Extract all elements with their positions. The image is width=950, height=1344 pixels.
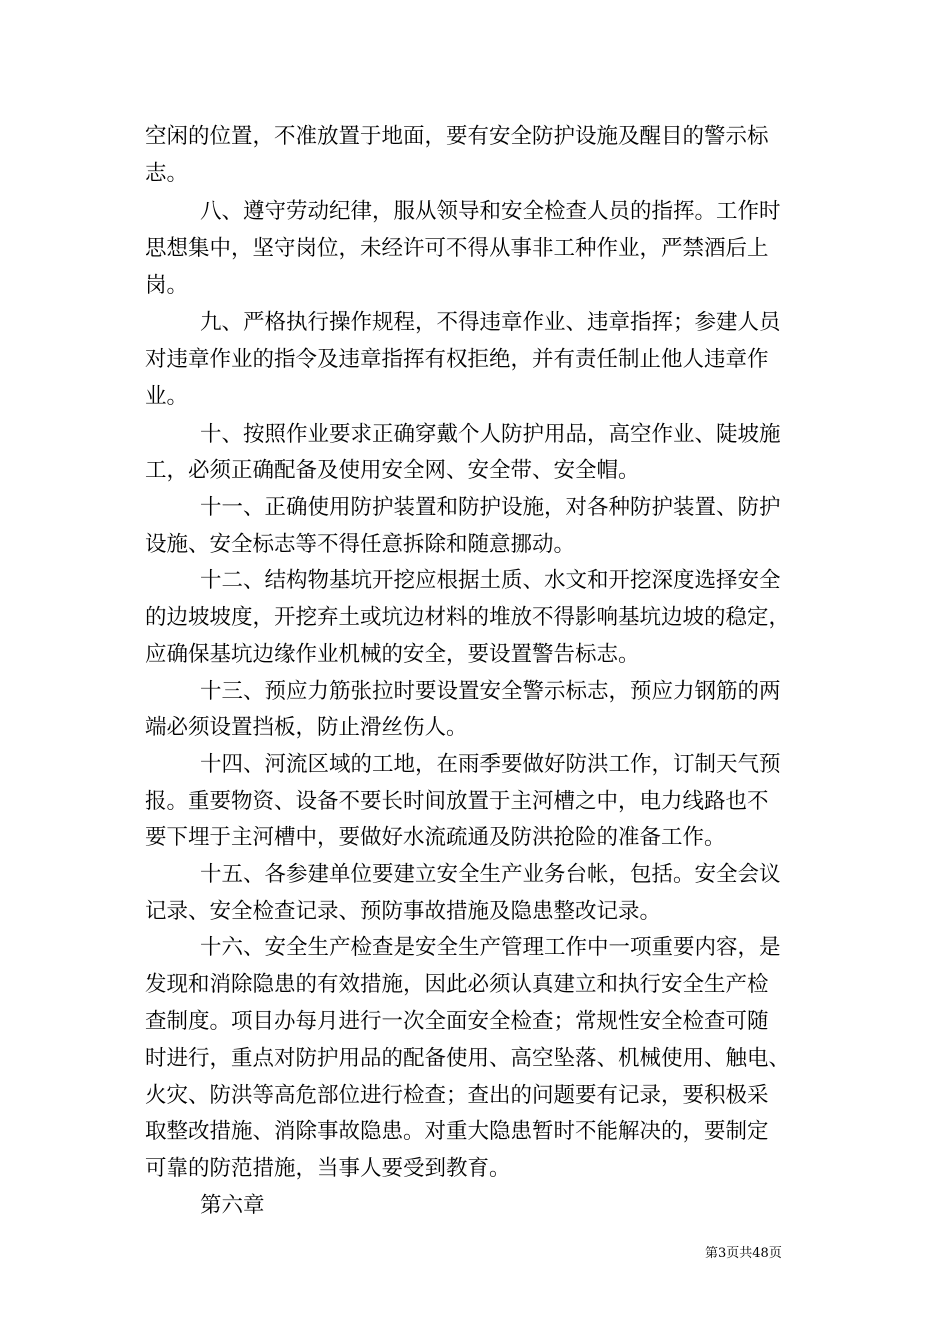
text-line: 志。 bbox=[145, 161, 189, 186]
text-line: 设施、安全标志等不得任意拆除和随意挪动。 bbox=[145, 532, 576, 557]
text-line: 八、遵守劳动纪律，服从领导和安全检查人员的指挥。工作时 bbox=[200, 199, 781, 224]
text-line: 业。 bbox=[145, 384, 189, 409]
text-line: 十四、河流区域的工地，在雨季要做好防洪工作，订制天气预 bbox=[200, 752, 781, 777]
chapter-heading: 第六章 bbox=[200, 1193, 265, 1218]
text-line: 的边坡坡度，开挖弃土或坑边材料的堆放不得影响基坑边坡的稳定， bbox=[145, 605, 791, 630]
text-line: 查制度。项目办每月进行一次全面安全检查；常规性安全检查可随 bbox=[145, 1009, 769, 1034]
text-line: 十六、安全生产检查是安全生产管理工作中一项重要内容，是 bbox=[200, 935, 781, 960]
text-line: 记录、安全检查记录、预防事故措施及隐患整改记录。 bbox=[145, 899, 662, 924]
text-line: 十五、各参建单位要建立安全生产业务台帐，包括。安全会议 bbox=[200, 862, 781, 887]
text-line: 要下埋于主河槽中，要做好水流疏通及防洪抢险的准备工作。 bbox=[145, 825, 726, 850]
text-line: 岗。 bbox=[145, 273, 189, 298]
text-line: 十三、预应力筋张拉时要设置安全警示标志，预应力钢筋的两 bbox=[200, 679, 781, 704]
text-line: 应确保基坑边缘作业机械的安全，要设置警告标志。 bbox=[145, 642, 640, 667]
text-line: 发现和消除隐患的有效措施，因此必须认真建立和执行安全生产检 bbox=[145, 972, 769, 997]
text-line: 十一、正确使用防护装置和防护设施，对各种防护装置、防护 bbox=[200, 495, 781, 520]
text-line: 取整改措施、消除事故隐患。对重大隐患暂时不能解决的，要制定 bbox=[145, 1119, 769, 1144]
text-line: 空闲的位置，不准放置于地面，要有安全防护设施及醒目的警示标 bbox=[145, 124, 769, 149]
text-line: 可靠的防范措施，当事人要受到教育。 bbox=[145, 1156, 511, 1181]
text-line: 十、按照作业要求正确穿戴个人防护用品，高空作业、陡坡施 bbox=[200, 422, 781, 447]
text-line: 思想集中，坚守岗位，未经许可不得从事非工种作业，严禁酒后上 bbox=[145, 236, 769, 261]
text-line: 工，必须正确配备及使用安全网、安全带、安全帽。 bbox=[145, 458, 640, 483]
text-line: 火灾、防洪等高危部位进行检查；查出的问题要有记录，要积极采 bbox=[145, 1083, 769, 1108]
text-line: 十二、结构物基坑开挖应根据土质、水文和开挖深度选择安全 bbox=[200, 568, 781, 593]
text-line: 对违章作业的指令及违章指挥有权拒绝，并有责任制止他人违章作 bbox=[145, 347, 769, 372]
text-line: 端必须设置挡板，防止滑丝伤人。 bbox=[145, 715, 468, 740]
text-line: 报。重要物资、设备不要长时间放置于主河槽之中，电力线路也不 bbox=[145, 789, 769, 814]
text-line: 时进行，重点对防护用品的配备使用、高空坠落、机械使用、触电、 bbox=[145, 1046, 791, 1071]
text-line: 九、严格执行操作规程，不得违章作业、违章指挥；参建人员 bbox=[200, 310, 781, 335]
page-number-footer: 第3页共48页 bbox=[705, 1246, 782, 1261]
